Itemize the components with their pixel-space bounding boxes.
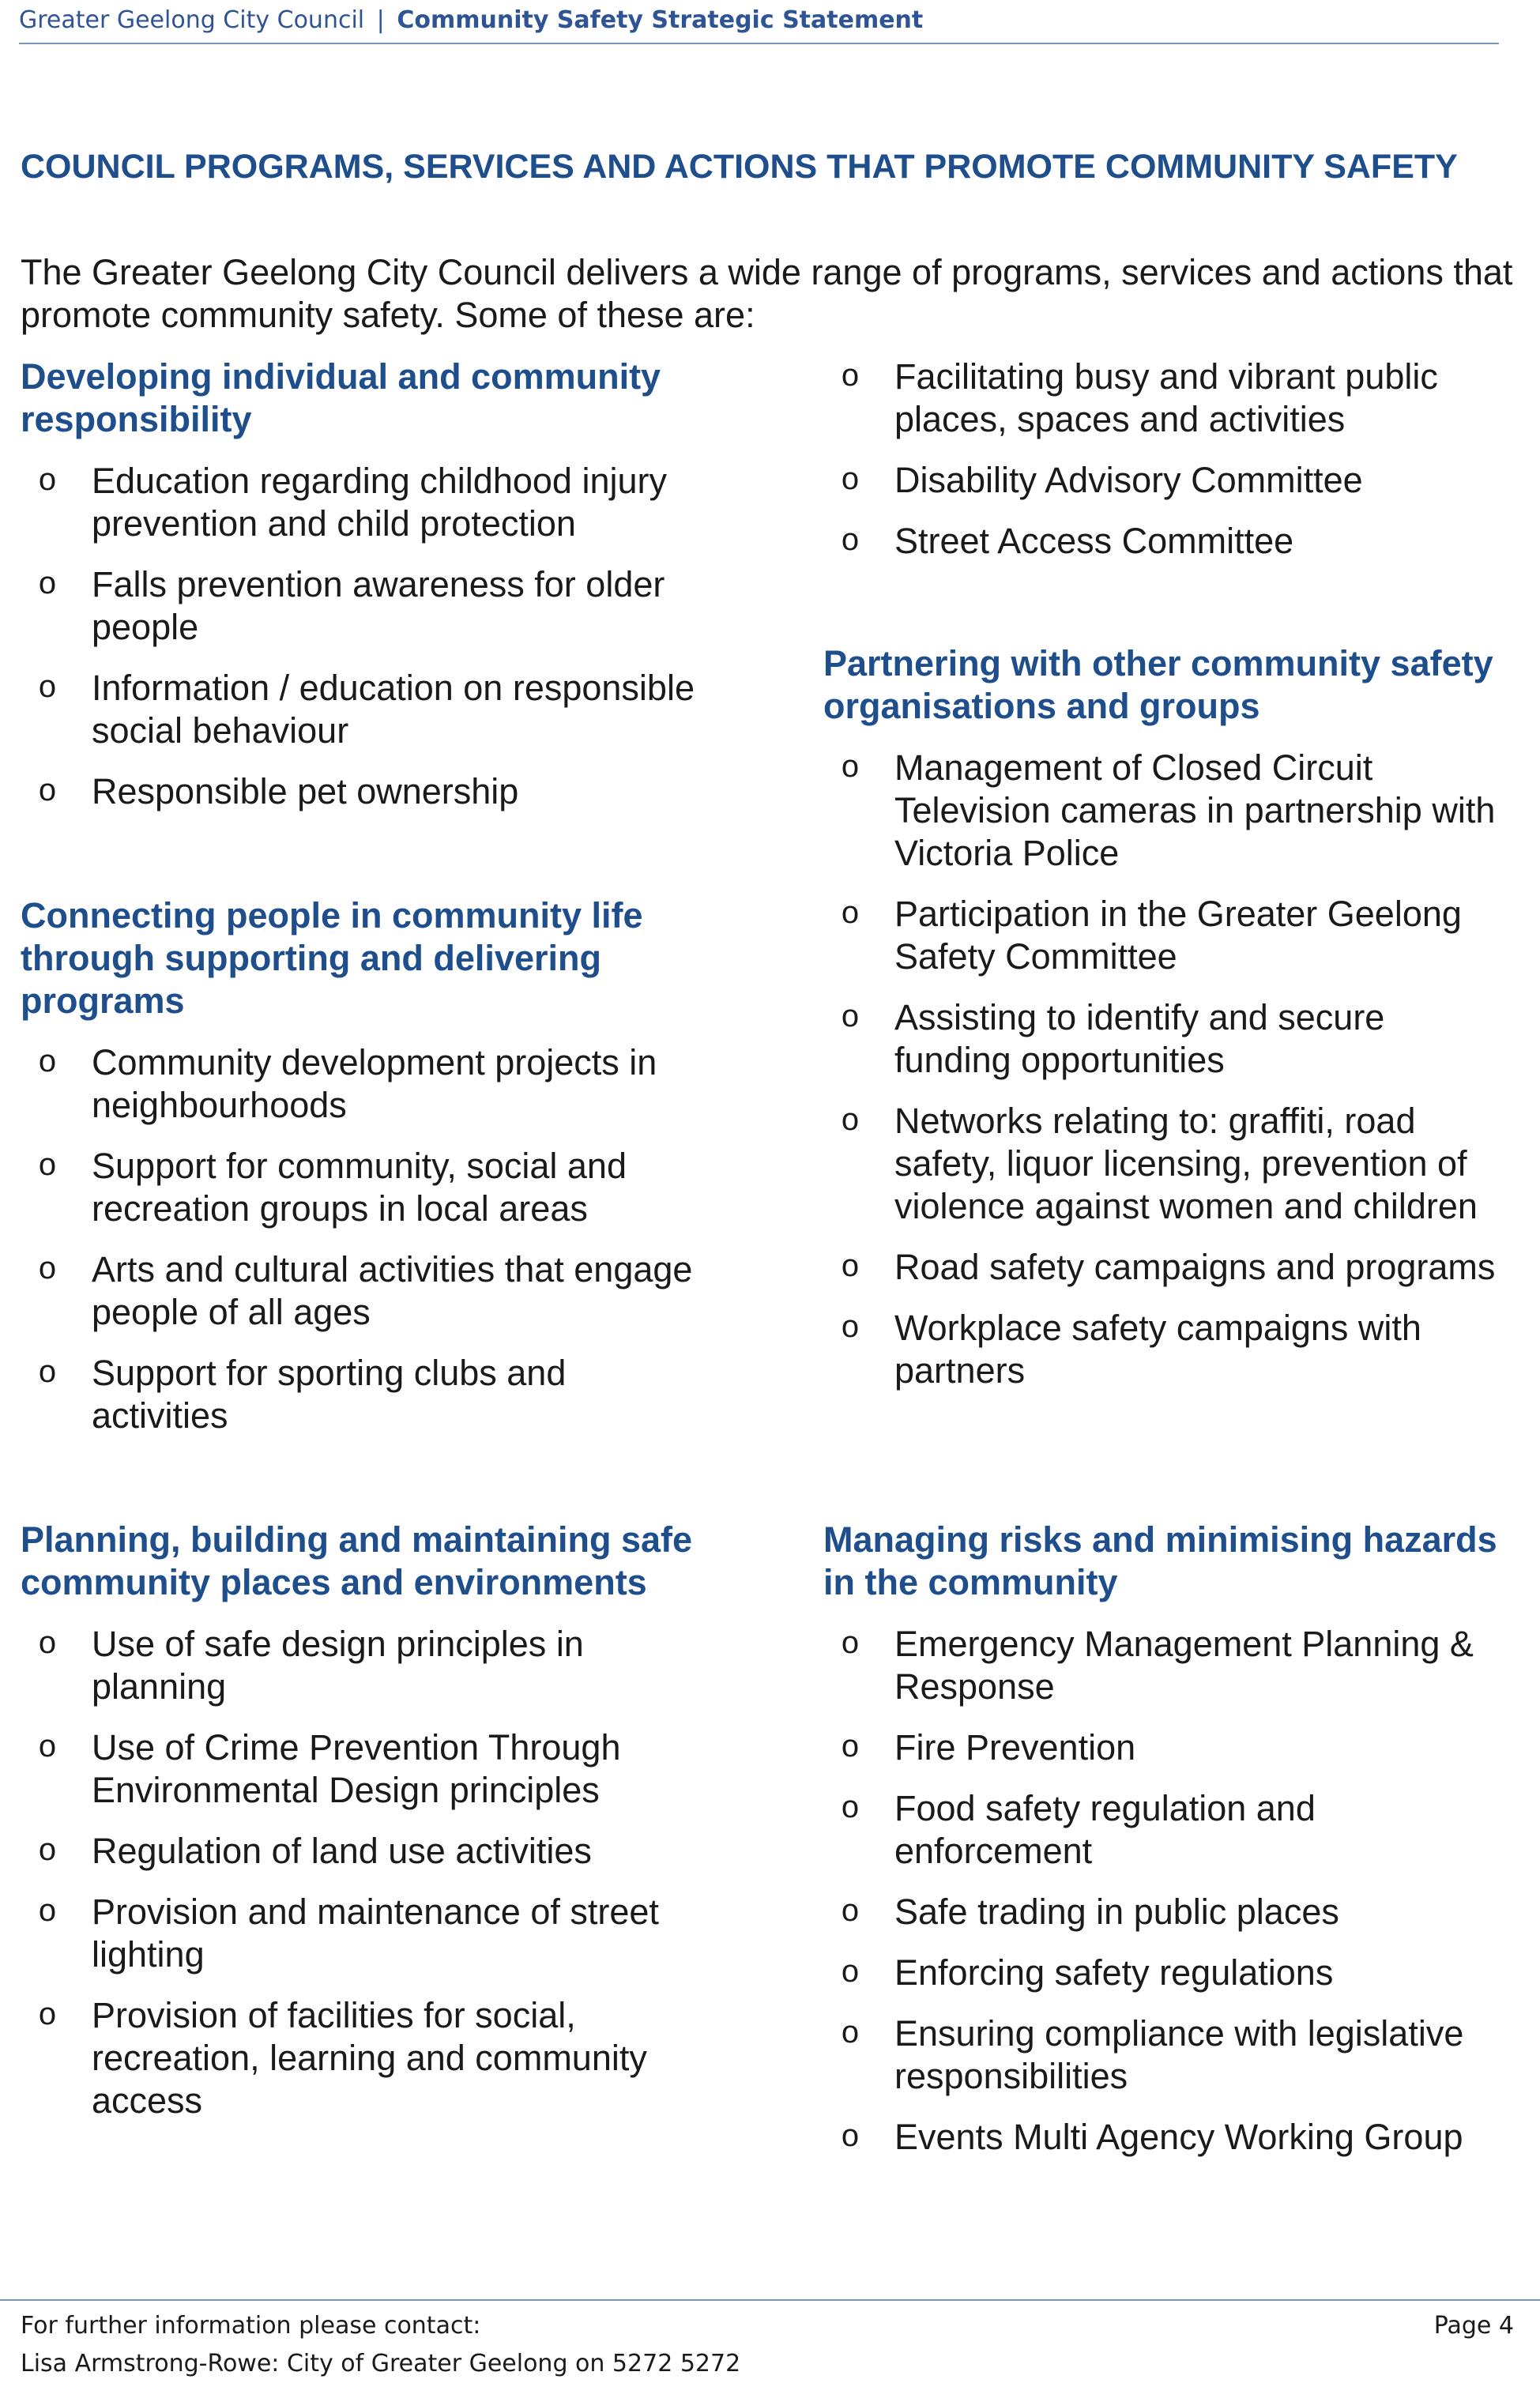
- list-item-text: Food safety regulation and enforcement: [894, 1788, 1316, 1871]
- list-item-text: Provision of facilities for social, recreation, learning and community access: [92, 1995, 647, 2121]
- section-planning: [21, 1519, 700, 2140]
- list-item: [823, 459, 1503, 502]
- list-item: [21, 667, 700, 752]
- list-item: [21, 1726, 700, 1812]
- footer-divider: [0, 2299, 1540, 2301]
- list-item: [21, 1352, 700, 1437]
- list-item: [823, 996, 1503, 1082]
- bullet-icon: o: [38, 1895, 58, 1931]
- list-item-text: Facilitating busy and vibrant public places, spaces and activities: [894, 356, 1438, 439]
- bullet-icon: o: [38, 1150, 58, 1185]
- bullet-icon: o: [38, 1731, 58, 1767]
- list-item-text: Fire Prevention: [894, 1727, 1136, 1767]
- list-item-text: Workplace safety campaigns with partners: [894, 1308, 1421, 1391]
- bullet-icon: o: [841, 898, 860, 933]
- page-footer: [21, 2307, 1514, 2383]
- list-item-text: Networks relating to: graffiti, road safety, liquor licensing, prevention of violence against women and children: [894, 1101, 1478, 1226]
- list-item: [823, 2012, 1503, 2098]
- list-item: [823, 356, 1503, 441]
- bullet-icon: o: [38, 1253, 58, 1289]
- section-managing: [823, 1519, 1503, 2177]
- bullet-icon: o: [841, 525, 860, 560]
- bullet-icon: o: [841, 464, 860, 499]
- list-item: [21, 1830, 700, 1873]
- list-item: [21, 1248, 700, 1334]
- section-connecting: [21, 894, 700, 1455]
- list-item-text: Support for sporting clubs and activities: [92, 1353, 567, 1436]
- bullet-icon: o: [841, 1956, 860, 1992]
- section-heading: Partnering with other community safety organisations and groups: [823, 643, 1493, 726]
- bullet-icon: o: [841, 360, 860, 396]
- bullet-icon: o: [38, 1357, 58, 1392]
- bullet-list: [823, 356, 1503, 563]
- list-item-text: Street Access Committee: [894, 521, 1294, 561]
- list-item-text: Safe trading in public places: [894, 1892, 1339, 1932]
- section-partnering: [823, 642, 1503, 1410]
- bullet-list: [21, 460, 700, 813]
- list-item-text: Participation in the Greater Geelong Safety Committee: [894, 894, 1462, 977]
- bullet-icon: o: [38, 1835, 58, 1870]
- list-item: [21, 1041, 700, 1127]
- list-item-text: Emergency Management Planning & Response: [894, 1624, 1474, 1707]
- list-item-text: Arts and cultural activities that engage people of all ages: [92, 1249, 693, 1332]
- list-item: [823, 1787, 1503, 1873]
- list-item: [823, 1246, 1503, 1289]
- bullet-list: [21, 1623, 700, 2122]
- bullet-icon: o: [38, 672, 58, 707]
- list-item: [21, 770, 700, 813]
- list-item-text: Disability Advisory Committee: [894, 460, 1363, 500]
- list-item-text: Falls prevention awareness for older people: [92, 564, 665, 647]
- bullet-icon: o: [841, 2121, 860, 2156]
- section-heading: Developing individual and community responsibility: [21, 356, 661, 439]
- list-item-text: Management of Closed Circuit Television cameras in partnership with Victoria Police: [894, 747, 1496, 873]
- list-item: [21, 1891, 700, 1976]
- list-item-text: Information / education on responsible social behaviour: [92, 668, 695, 751]
- bullet-icon: o: [841, 1895, 860, 1931]
- list-item-text: Education regarding childhood injury prevention and child protection: [92, 461, 667, 544]
- list-item-text: Provision and maintenance of street lighting: [92, 1892, 659, 1975]
- list-item: [823, 747, 1503, 875]
- bullet-icon: o: [841, 1731, 860, 1767]
- list-item-text: Road safety campaigns and programs: [894, 1247, 1496, 1287]
- list-item-text: Community development projects in neighbourhoods: [92, 1042, 657, 1125]
- list-item-text: Use of safe design principles in planning: [92, 1624, 584, 1707]
- footer-contact-label: For further information please contact:: [21, 2312, 481, 2340]
- list-item: [21, 1623, 700, 1708]
- list-item: [823, 1623, 1503, 1708]
- bullet-icon: o: [841, 1628, 860, 1663]
- list-item-text: Support for community, social and recreation groups in local areas: [92, 1146, 627, 1229]
- bullet-icon: o: [38, 465, 58, 500]
- list-item: [823, 1100, 1503, 1228]
- list-item-text: Ensuring compliance with legislative responsibilities: [894, 2013, 1464, 2096]
- list-item: [823, 1952, 1503, 1994]
- bullet-icon: o: [841, 1001, 860, 1037]
- list-item: [21, 1994, 700, 2122]
- section-developing: [21, 356, 700, 831]
- list-item: [21, 460, 700, 545]
- list-item-text: Events Multi Agency Working Group: [894, 2117, 1463, 2157]
- bullet-icon: o: [841, 2017, 860, 2053]
- header-separator: |: [376, 6, 385, 34]
- bullet-icon: o: [841, 1251, 860, 1286]
- footer-contact-detail: Lisa Armstrong-Rowe: City of Greater Geelong on 5272 5272: [21, 2350, 741, 2377]
- list-item-text: Regulation of land use activities: [92, 1831, 592, 1871]
- list-item-text: Assisting to identify and secure funding opportunities: [894, 997, 1385, 1080]
- intro-paragraph: The Greater Geelong City Council delivers a wide range of programs, services and actions that promote community safety. Some of these are:: [21, 252, 1513, 335]
- bullet-icon: o: [38, 1999, 58, 2035]
- bullet-icon: o: [38, 568, 58, 604]
- header-doc-title: Community Safety Strategic Statement: [397, 6, 924, 34]
- bullet-icon: o: [841, 751, 860, 787]
- list-item: [823, 1891, 1503, 1933]
- list-item-text: Responsible pet ownership: [92, 771, 519, 811]
- section-heading: Planning, building and maintaining safe community places and environments: [21, 1519, 693, 1602]
- list-item: [823, 1726, 1503, 1769]
- bullet-icon: o: [38, 1628, 58, 1663]
- list-item: [823, 893, 1503, 978]
- section-connecting-continued: [823, 356, 1503, 581]
- section-heading: Connecting people in community life through supporting and delivering programs: [21, 895, 643, 1021]
- section-heading: Managing risks and minimising hazards in the community: [823, 1519, 1497, 1602]
- list-item: [823, 2116, 1503, 2159]
- page-number: Page 4: [1433, 2312, 1514, 2340]
- bullet-icon: o: [841, 1105, 860, 1140]
- bullet-icon: o: [841, 1312, 860, 1347]
- running-header: [19, 0, 1499, 44]
- list-item-text: Use of Crime Prevention Through Environmental Design principles: [92, 1727, 621, 1810]
- list-item: [823, 520, 1503, 563]
- bullet-list: [21, 1041, 700, 1437]
- bullet-icon: o: [38, 1046, 58, 1082]
- page-title: COUNCIL PROGRAMS, SERVICES AND ACTIONS THAT PROMOTE COMMUNITY SAFETY: [21, 148, 1458, 186]
- bullet-list: [823, 747, 1503, 1392]
- bullet-list: [823, 1623, 1503, 2159]
- list-item-text: Enforcing safety regulations: [894, 1952, 1334, 1993]
- bullet-icon: o: [841, 1792, 860, 1828]
- header-org: Greater Geelong City Council: [19, 6, 365, 34]
- list-item: [21, 563, 700, 649]
- list-item: [823, 1307, 1503, 1392]
- list-item: [21, 1145, 700, 1230]
- bullet-icon: o: [38, 775, 58, 811]
